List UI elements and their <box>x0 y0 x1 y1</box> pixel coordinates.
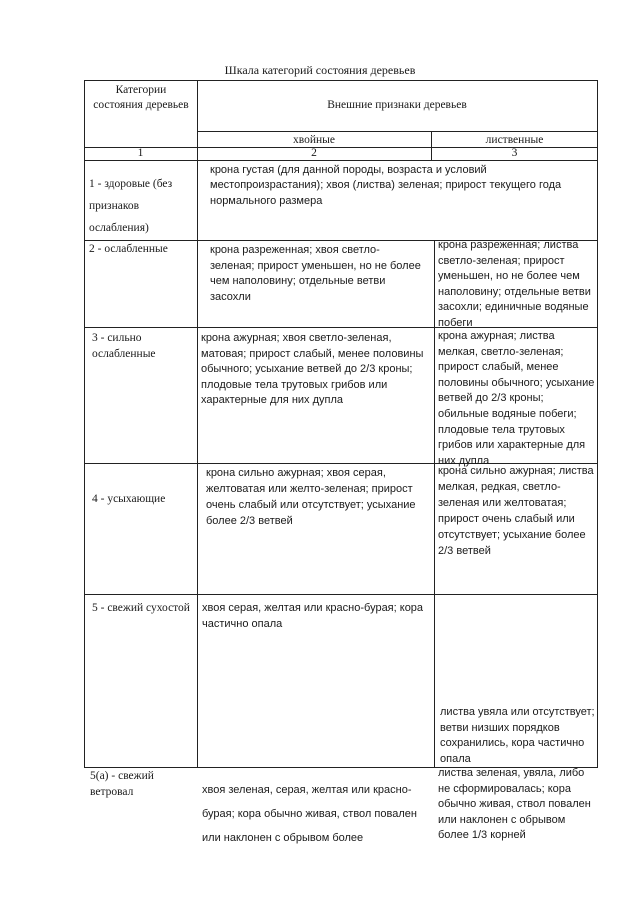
category-5a: 5(а) - свежий ветровал <box>90 770 154 798</box>
deciduous-row-5: листва увяла или отсутствует; ветви низших порядков сохранились, кора частично опала <box>440 706 595 765</box>
deciduous-row-2: крона разреженная; листва светло-зеленая; прирост уменьшен, но не более чем наполовину; отдельные ветви засохли; единичные водяные побеги <box>438 239 591 329</box>
header-external-signs: Внешние признаки деревьев <box>327 99 467 111</box>
conifer-row-2: крона разреженная; хвоя светло-зеленая; прирост уменьшен, но не более чем наполовину; отдельные ветви засохли <box>210 244 421 303</box>
deciduous-row-4: крона сильно ажурная; листва мелкая, редкая, светло-зеленая или желтоватая; прирост очень слабый или отсутствует; усыхание более 2/3 ветвей <box>438 465 594 557</box>
category-4: 4 - усыхающие <box>92 493 166 505</box>
header-deciduous: лиственные <box>485 134 544 146</box>
category-3: 3 - сильно ослабленные <box>92 332 156 360</box>
category-5: 5 - свежий сухостой <box>92 602 190 614</box>
category-1: 1 - здоровые (без признаков ослабления) <box>89 178 173 234</box>
header-categories: Категории состояния деревьев <box>93 84 189 111</box>
page-title: Шкала категорий состояния деревьев <box>224 63 416 77</box>
conifer-row-5: хвоя серая, желтая или красно-бурая; кора частично опала <box>202 602 424 630</box>
category-2: 2 - ослабленные <box>89 243 168 255</box>
conifer-row-3: крона ажурная; хвоя светло-зеленая, матовая; прирост слабый, менее половины обычного; усыхание ветвей до 2/3 кроны; плодовые тела трутовых грибов или характерные для них дупла <box>201 332 424 407</box>
signs-row-1: крона густая (для данной породы, возраста и условий местопроизрастания); хвоя (листва) зеленая; прирост текущего года нормального размера <box>210 164 562 207</box>
column-number-1: 1 <box>137 147 144 159</box>
conifer-row-4: крона сильно ажурная; хвоя серая, желтоватая или желто-зеленая; прирост очень слабый или отсутствует; усыхание более 2/3 ветвей <box>206 467 416 527</box>
header-conifer: хвойные <box>293 134 335 146</box>
column-number-2: 2 <box>311 147 317 159</box>
deciduous-row-5a: листва зеленая, увяла, либо не сформировалась; кора обычно живая, ствол повален или наклонен с обрывом более 1/3 корней <box>438 767 591 841</box>
deciduous-row-3: крона ажурная; листва мелкая, светло-зеленая; прирост слабый, менее половины обычного; усыхание ветвей до 2/3 кроны; обильные водяные побеги; плодовые тела трутовых грибов или характерные для них дупла <box>438 330 595 467</box>
column-number-3: 3 <box>511 147 518 159</box>
conifer-row-5a: хвоя зеленая, серая, желтая или красно-бурая; кора обычно живая, ствол повален или наклонен с обрывом более <box>202 784 417 844</box>
